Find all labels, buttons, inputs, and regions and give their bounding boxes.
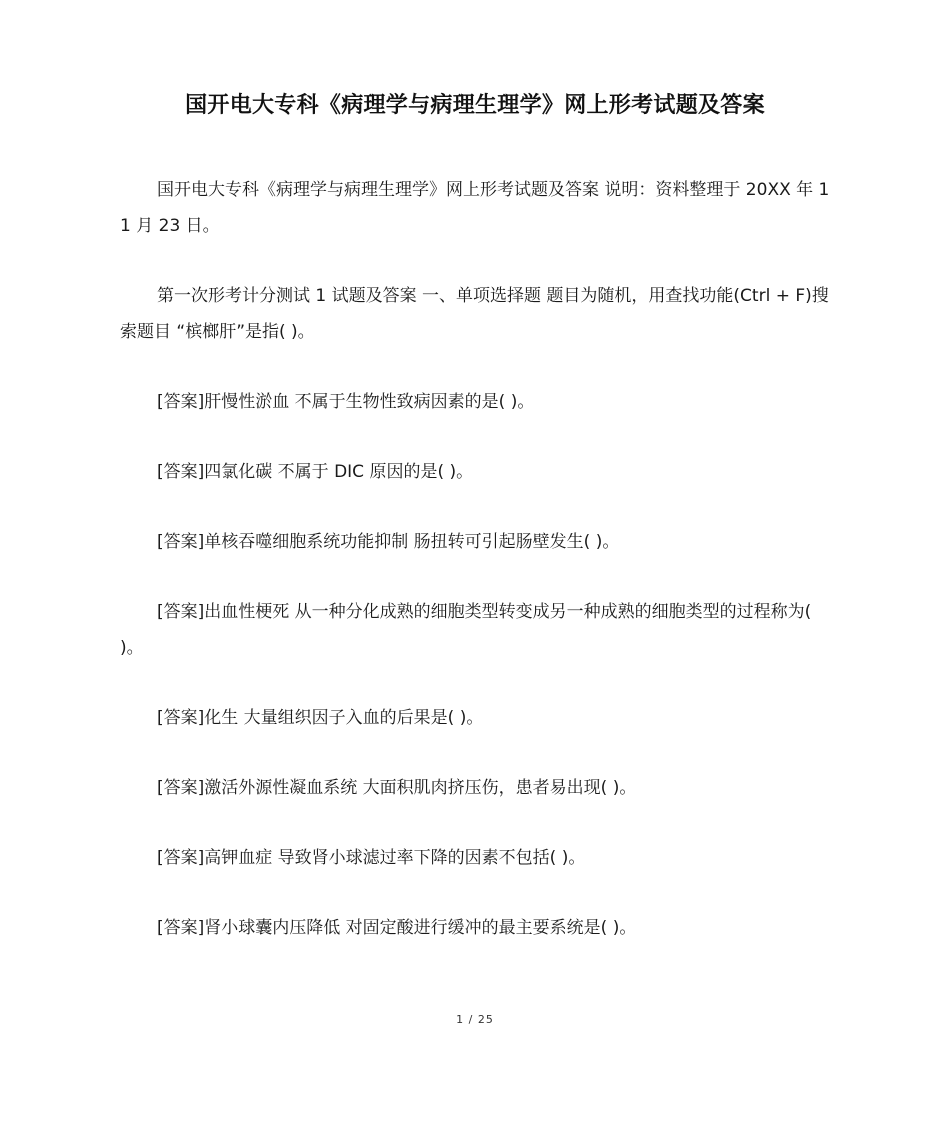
- paragraph-intro: 国开电大专科《病理学与病理生理学》网上形考试题及答案 说明：资料整理于 20XX 年 11 月 23 日。: [120, 180, 830, 236]
- paragraph-answer: [答案]出血性梗死 从一种分化成熟的细胞类型转变成另一种成熟的细胞类型的过程称为( )。: [120, 602, 812, 658]
- paragraph-answer: [答案]激活外源性凝血系统 大面积肌肉挤压伤，患者易出现( )。: [157, 778, 637, 798]
- document-title: 国开电大专科《病理学与病理生理学》网上形考试题及答案: [185, 93, 765, 118]
- paragraph-question: 第一次形考计分测试 1 试题及答案 一、单项选择题 题目为随机，用查找功能(Ctrl + F)搜索题目 “槟榔肝”是指( )。: [120, 286, 829, 342]
- page-number: 1 / 25: [456, 1013, 494, 1026]
- paragraph-answer: [答案]单核吞噬细胞系统功能抑制 肠扭转可引起肠壁发生( )。: [157, 532, 620, 552]
- paragraph-answer: [答案]化生 大量组织因子入血的后果是( )。: [157, 708, 484, 728]
- paragraph-answer: [答案]四氯化碳 不属于 DIC 原因的是( )。: [157, 462, 474, 482]
- document-body: [120, 172, 832, 980]
- paragraph-answer: [答案]肾小球囊内压降低 对固定酸进行缓冲的最主要系统是( )。: [157, 918, 637, 938]
- paragraph-answer: [答案]肝慢性淤血 不属于生物性致病因素的是( )。: [157, 392, 535, 412]
- paragraph-answer: [答案]高钾血症 导致肾小球滤过率下降的因素不包括( )。: [157, 848, 586, 868]
